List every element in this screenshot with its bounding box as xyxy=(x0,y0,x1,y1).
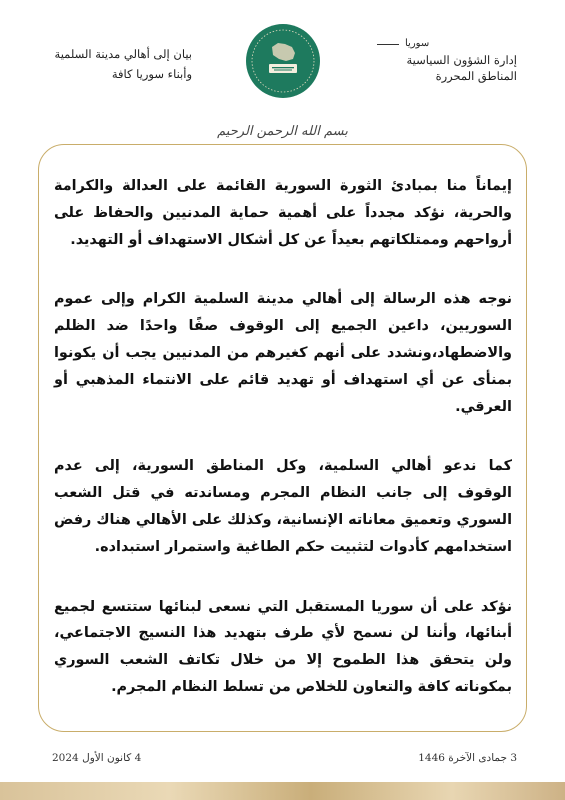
office-country-row xyxy=(377,36,517,52)
basmala-calligraphy: بسم الله الرحمن الرحيم xyxy=(217,124,348,139)
office-region: المناطق المحررة xyxy=(435,69,517,83)
paragraph-1: إيماناً منا بمبادئ الثورة السورية القائمة على العدالة والكرامة والحرية، نؤكد مجدداً على أهمية حماية المدنيين والحفاظ على أرواحهم وممتلكاتهم بعيداً عن كل أشكال الاستهداف أو التهديد. xyxy=(54,178,512,248)
paragraph-3: كما ندعو أهالي السلمية، وكل المناطق السورية، إلى عدم الوقوف إلى جانب النظام المجرم ومساندته في قتل الشعب السوري وتعميق معاناته الإنسانية، وكذلك على الأهالي هناك رفض استخدامهم كأدوات لتثبيت حكم الطاغية واستمرار استبداده. xyxy=(54,458,512,555)
paragraph-4: نؤكد على أن سوريا المستقبل التي نسعى لبنائها ستتسع لجميع أبنائها، وأننا لن نسمح لأي طرف بتهديد هذا النسيج الاجتماعي، ولن يتحقق هذا الطموح إلا من خلال تكاتف الشعب السوري بمكوناته كافة والتعاون للخلاص من تسلط النظام المجرم. xyxy=(54,598,512,695)
statement-body xyxy=(54,173,512,734)
date-gregorian: 4 كانون الأول 2024 xyxy=(52,752,142,764)
office-country: سوريا xyxy=(405,38,430,49)
country-rule xyxy=(377,44,399,45)
office-name: إدارة الشؤون السياسية xyxy=(406,53,517,67)
statement-title-line1: بيان إلى أهالي مدينة السلمية xyxy=(54,47,192,61)
date-hijri: 3 جمادى الآخرة 1446 xyxy=(418,752,517,764)
decorative-footer-strip xyxy=(0,782,565,800)
statement-title-block xyxy=(42,44,192,84)
statement-title-line2: وأبناء سوريا كافة xyxy=(111,67,192,81)
issuing-office-block xyxy=(377,36,517,84)
organization-logo xyxy=(245,23,321,99)
paragraph-2: نوجه هذه الرسالة إلى أهالي مدينة السلمية الكرام وإلى عموم السوريين، داعين الجميع إلى الوقوف صفًا واحدًا ضد الظلم والاضطهاد،ونشدد على أنهم كغيرهم من المدنيين يجب أن يكونوا بمنأى عن أي استهداف أو تهديد قائم على الانتماء المذهبي أو العرقي. xyxy=(54,291,512,415)
